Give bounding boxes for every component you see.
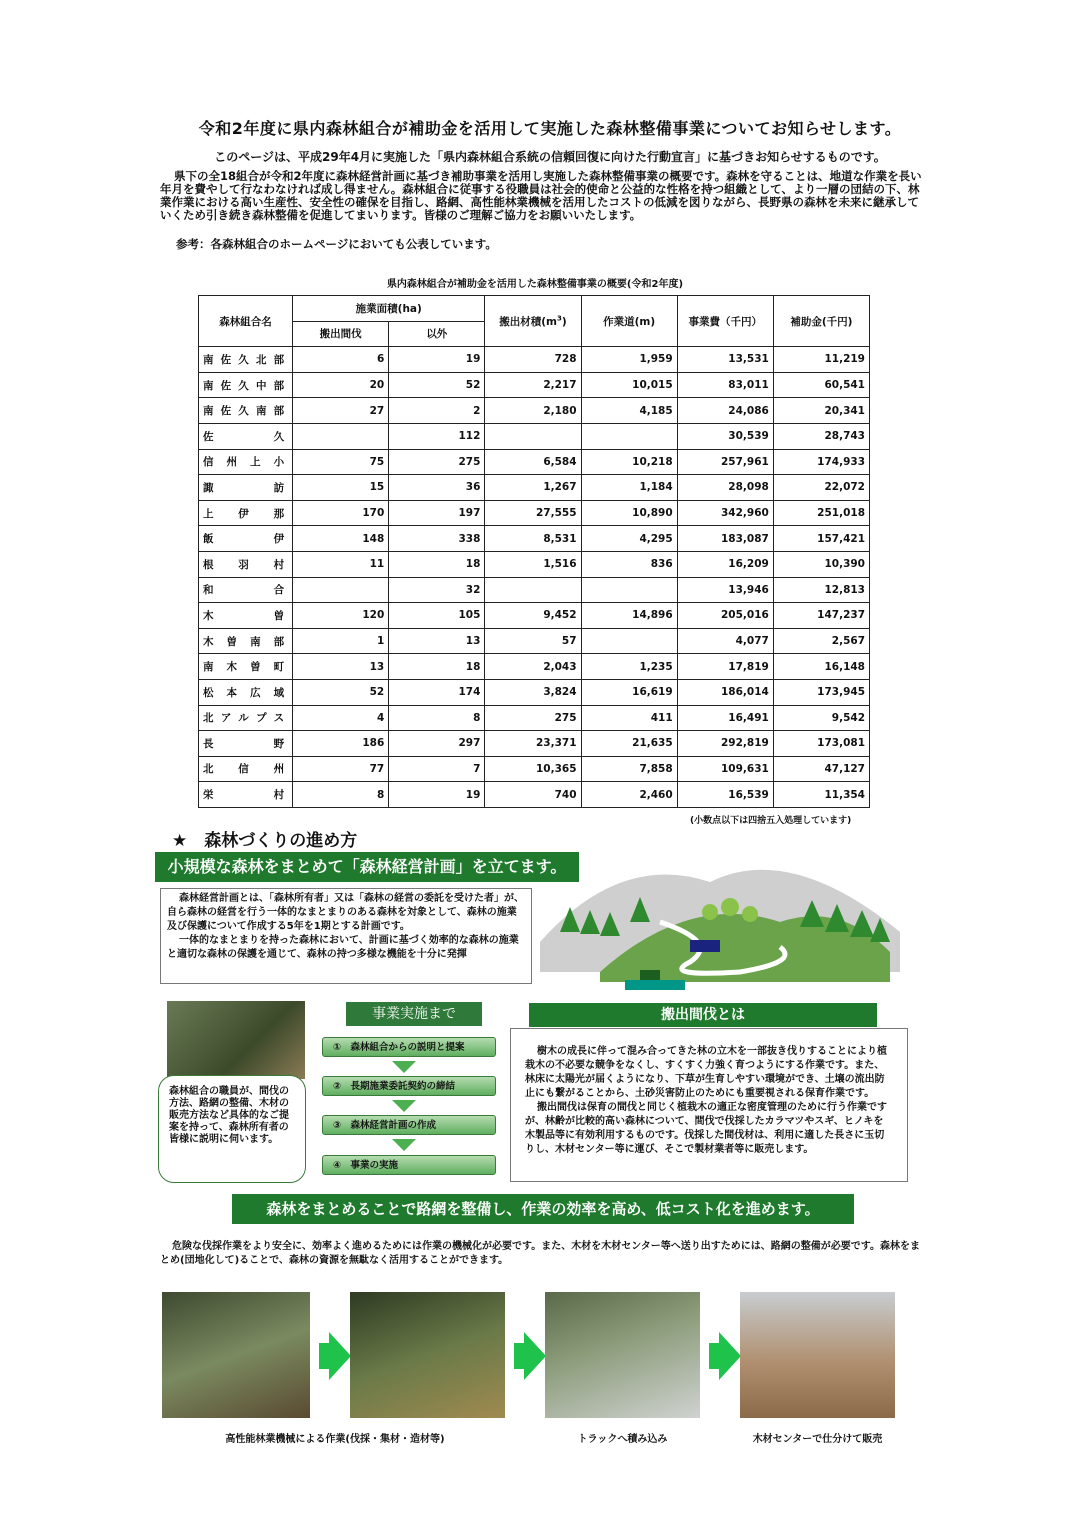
- plan-textbox: [160, 888, 532, 984]
- cell-other-area: 36: [389, 475, 485, 501]
- cell-road: [581, 423, 677, 449]
- cell-name: 南木曽町: [199, 654, 293, 680]
- cell-other-area: 18: [389, 551, 485, 577]
- caption-timber-center: 木材センターで仕分けて販売: [752, 1434, 883, 1445]
- cell-cost: 342,960: [677, 500, 773, 526]
- table-row: [199, 679, 870, 705]
- cell-subsidy: 12,813: [773, 577, 869, 603]
- cell-volume: 1,267: [485, 475, 581, 501]
- table-row: [199, 372, 870, 398]
- cell-other-area: 32: [389, 577, 485, 603]
- cell-road: 10,218: [581, 449, 677, 475]
- cell-subsidy: 11,354: [773, 782, 869, 808]
- step-1: ① 森林組合からの説明と提案: [322, 1037, 496, 1057]
- table-row: [199, 347, 870, 373]
- cell-subsidy: 251,018: [773, 500, 869, 526]
- cell-road: 7,858: [581, 756, 677, 782]
- cell-subsidy: 11,219: [773, 347, 869, 373]
- cell-volume: 23,371: [485, 731, 581, 757]
- intro-paragraph: 県下の全18組合が令和2年度に森林経営計画に基づき補助事業を活用し実施した森林整備事業の概要です。森林を守ることは、地道な作業を長い年月を費やして行なわなければ成し得ません。森林組合に従事する役職員は社会的使命と公益的な性格を持つ組織として、より一層の団結の下、林業作業における高い生産性、安全性の確保を目指し、路網、高性能林業機械を活用したコストの低減を図りながら、長野県の森林を未来に継承していくため引き続き森林整備を促進してまいります。皆様のご理解ご協力をお願いいたします。: [160, 169, 922, 222]
- plan-text-1: 森林経営計画とは、「森林所有者」又は「森林の経営の委託を受けた者」が、自ら森林の経営を行う一体的なまとまりのある森林を対象として、森林の施業及び保護について作成する5年を1期とする計画です。: [167, 893, 524, 932]
- cell-road: 411: [581, 705, 677, 731]
- cell-thinning-area: 15: [293, 475, 389, 501]
- plan-text-2: 一体的なまとまりを持った森林において、計画に基づく効率的な森林の施業と適切な森林の保護を通じて、森林の持つ多様な機能を十分に発揮: [167, 935, 519, 960]
- road-banner: 森林をまとめることで路網を整備し、作業の効率を高め、低コスト化を進めます。: [232, 1194, 854, 1224]
- cell-other-area: 13: [389, 628, 485, 654]
- cell-thinning-area: 186: [293, 731, 389, 757]
- cell-cost: 186,014: [677, 679, 773, 705]
- cell-other-area: 275: [389, 449, 485, 475]
- cell-cost: 16,491: [677, 705, 773, 731]
- cell-thinning-area: 6: [293, 347, 389, 373]
- cell-name: 南佐久北部: [199, 347, 293, 373]
- cell-volume: 6,584: [485, 449, 581, 475]
- cell-name: 南佐久南部: [199, 398, 293, 424]
- cell-road: 1,959: [581, 347, 677, 373]
- cell-volume: 275: [485, 705, 581, 731]
- caption-harvesting: 高性能林業機械による作業(伐採・集材・造材等): [225, 1434, 445, 1445]
- cell-name: 北アルプス: [199, 705, 293, 731]
- cell-volume: 9,452: [485, 603, 581, 629]
- cell-volume: 2,180: [485, 398, 581, 424]
- cell-thinning-area: 170: [293, 500, 389, 526]
- cell-thinning-area: 8: [293, 782, 389, 808]
- cell-other-area: 19: [389, 782, 485, 808]
- cell-road: [581, 577, 677, 603]
- process-arrow-1: [319, 1332, 351, 1380]
- cell-name: 上伊那: [199, 500, 293, 526]
- harvester-photo-1: [162, 1292, 310, 1418]
- harvester-photo-2: [350, 1292, 505, 1418]
- cell-thinning-area: 75: [293, 449, 389, 475]
- cell-volume: 3,824: [485, 679, 581, 705]
- cell-other-area: 338: [389, 526, 485, 552]
- cell-subsidy: 10,390: [773, 551, 869, 577]
- header-area-thinning: 搬出間伐: [293, 321, 389, 347]
- cell-cost: 292,819: [677, 731, 773, 757]
- steps-heading: 事業実施まで: [346, 1002, 482, 1026]
- step-3: ③ 森林経営計画の作成: [322, 1115, 496, 1135]
- cell-cost: 30,539: [677, 423, 773, 449]
- cell-other-area: 7: [389, 756, 485, 782]
- cell-name: 北信州: [199, 756, 293, 782]
- header-subsidy: 補助金(千円): [773, 296, 869, 347]
- cell-thinning-area: 4: [293, 705, 389, 731]
- cell-subsidy: 28,743: [773, 423, 869, 449]
- thinning-banner: 搬出間伐とは: [529, 1003, 877, 1027]
- cell-subsidy: 60,541: [773, 372, 869, 398]
- cell-name: 松本広域: [199, 679, 293, 705]
- cell-volume: 2,043: [485, 654, 581, 680]
- cell-thinning-area: 148: [293, 526, 389, 552]
- cell-other-area: 105: [389, 603, 485, 629]
- table-row: [199, 500, 870, 526]
- table-row: [199, 705, 870, 731]
- cell-name: 飯伊: [199, 526, 293, 552]
- cell-name: 木曽南部: [199, 628, 293, 654]
- thinning-textbox: [510, 1028, 908, 1182]
- cell-cost: 205,016: [677, 603, 773, 629]
- header-area: 施業面積(ha): [293, 296, 485, 322]
- table-row: [199, 398, 870, 424]
- cell-other-area: 112: [389, 423, 485, 449]
- table-row: [199, 526, 870, 552]
- cell-road: [581, 628, 677, 654]
- cell-road: 4,295: [581, 526, 677, 552]
- cell-name: 諏訪: [199, 475, 293, 501]
- cell-name: 佐久: [199, 423, 293, 449]
- rounding-note: (小数点以下は四捨五入処理しています): [690, 816, 852, 826]
- cell-subsidy: 22,072: [773, 475, 869, 501]
- cell-other-area: 52: [389, 372, 485, 398]
- step-arrow: [392, 1139, 416, 1151]
- table-row: [199, 603, 870, 629]
- cell-subsidy: 173,945: [773, 679, 869, 705]
- table-row: [199, 551, 870, 577]
- cell-road: 14,896: [581, 603, 677, 629]
- cell-subsidy: 20,341: [773, 398, 869, 424]
- cell-thinning-area: 13: [293, 654, 389, 680]
- cell-thinning-area: 52: [293, 679, 389, 705]
- cell-other-area: 2: [389, 398, 485, 424]
- cell-volume: 27,555: [485, 500, 581, 526]
- table-row: [199, 577, 870, 603]
- thinning-text-2: 搬出間伐は保育の間伐と同じく植栽木の適正な密度管理のために行う作業ですが、林齢が比較的高い森林について、間伐で伐採したカラマツやスギ、ヒノキを木製品等に有効利用するものです。伐採した間伐材は、利用に適した長さに玉切りし、木材センター等に運び、そこで製材業者等に販売します。: [525, 1102, 887, 1155]
- cell-road: 4,185: [581, 398, 677, 424]
- cell-cost: 4,077: [677, 628, 773, 654]
- cell-volume: 740: [485, 782, 581, 808]
- cell-thinning-area: 77: [293, 756, 389, 782]
- cell-road: 2,460: [581, 782, 677, 808]
- plan-banner: 小規模な森林をまとめて「森林経営計画」を立てます。: [155, 852, 579, 882]
- cell-cost: 16,539: [677, 782, 773, 808]
- cell-road: 10,890: [581, 500, 677, 526]
- cell-other-area: 197: [389, 500, 485, 526]
- cell-cost: 109,631: [677, 756, 773, 782]
- meeting-photo: [167, 1001, 305, 1079]
- cell-subsidy: 174,933: [773, 449, 869, 475]
- cell-thinning-area: 11: [293, 551, 389, 577]
- thinning-text-1: 樹木の成長に伴って混み合ってきた林の立木を一部抜き伐りすることにより植栽木の不必要な競争をなくし、すくすく力強く育つようにする作業です。また、林床に太陽光が届くようになり、下草が生育しやすい環境ができ、土壌の流出防止にも繋がることから、土砂災害防止のためにも重要視される保育作業です。: [525, 1046, 887, 1099]
- cell-volume: 57: [485, 628, 581, 654]
- table-row: [199, 782, 870, 808]
- process-arrow-2: [514, 1332, 546, 1380]
- section-heading: ★ 森林づくりの進め方: [172, 831, 358, 851]
- reference-note: 参考：各森林組合のホームページにおいても公表しています。: [176, 237, 497, 251]
- truck-photo: [545, 1292, 700, 1418]
- cell-cost: 17,819: [677, 654, 773, 680]
- cell-name: 和合: [199, 577, 293, 603]
- cell-cost: 83,011: [677, 372, 773, 398]
- cell-name: 木曽: [199, 603, 293, 629]
- header-name: 森林組合名: [199, 296, 293, 347]
- cell-subsidy: 157,421: [773, 526, 869, 552]
- header-volume: 搬出材積$(m^3)$: [485, 296, 581, 347]
- cell-cost: 16,209: [677, 551, 773, 577]
- cell-other-area: 18: [389, 654, 485, 680]
- step-4: ④ 事業の実施: [322, 1155, 496, 1175]
- cell-subsidy: 9,542: [773, 705, 869, 731]
- table-row: [199, 449, 870, 475]
- cell-volume: 728: [485, 347, 581, 373]
- cell-cost: 28,098: [677, 475, 773, 501]
- cell-volume: 1,516: [485, 551, 581, 577]
- cell-volume: [485, 577, 581, 603]
- header-road: 作業道(m): [581, 296, 677, 347]
- table-row: [199, 423, 870, 449]
- page-title: 令和2年度に県内森林組合が補助金を活用して実施した森林整備事業についてお知らせします。: [198, 119, 902, 138]
- step-arrow: [392, 1061, 416, 1073]
- cell-cost: 24,086: [677, 398, 773, 424]
- cell-thinning-area: 27: [293, 398, 389, 424]
- timber-yard-photo: [740, 1292, 895, 1418]
- cell-thinning-area: [293, 423, 389, 449]
- cell-volume: 10,365: [485, 756, 581, 782]
- cell-subsidy: 16,148: [773, 654, 869, 680]
- summary-table: [198, 295, 870, 808]
- cell-cost: 257,961: [677, 449, 773, 475]
- cell-road: 10,015: [581, 372, 677, 398]
- cell-thinning-area: 120: [293, 603, 389, 629]
- cell-name: 根羽村: [199, 551, 293, 577]
- cell-subsidy: 173,081: [773, 731, 869, 757]
- cell-road: 21,635: [581, 731, 677, 757]
- cell-name: 南佐久中部: [199, 372, 293, 398]
- cell-thinning-area: 20: [293, 372, 389, 398]
- table-row: [199, 731, 870, 757]
- cell-other-area: 297: [389, 731, 485, 757]
- page-subtitle: このページは、平成29年4月に実施した「県内森林組合系統の信頼回復に向けた行動宣言」に基づきお知らせするものです。: [214, 150, 886, 164]
- header-area-other: 以外: [389, 321, 485, 347]
- table-row: [199, 475, 870, 501]
- cell-cost: 13,946: [677, 577, 773, 603]
- cell-cost: 183,087: [677, 526, 773, 552]
- step-arrow: [392, 1100, 416, 1112]
- forest-illustration: [540, 852, 900, 1002]
- cell-other-area: 8: [389, 705, 485, 731]
- step-2: ② 長期施業委託契約の締結: [322, 1076, 496, 1096]
- cell-road: 1,235: [581, 654, 677, 680]
- staff-callout: 森林組合の職員が、間伐の方法、路網の整備、木材の販売方法など具体的なご提案を持って、森林所有者の皆様に説明に伺います。: [158, 1075, 306, 1183]
- cell-subsidy: 2,567: [773, 628, 869, 654]
- cell-other-area: 174: [389, 679, 485, 705]
- cell-volume: [485, 423, 581, 449]
- table-row: [199, 654, 870, 680]
- cell-subsidy: 47,127: [773, 756, 869, 782]
- table-row: [199, 628, 870, 654]
- cell-volume: 8,531: [485, 526, 581, 552]
- table-caption: 県内森林組合が補助金を活用した森林整備事業の概要(令和2年度): [386, 279, 684, 290]
- cell-cost: 13,531: [677, 347, 773, 373]
- cell-name: 長野: [199, 731, 293, 757]
- cell-road: 836: [581, 551, 677, 577]
- header-cost: 事業費（千円）: [677, 296, 773, 347]
- cell-thinning-area: [293, 577, 389, 603]
- cell-road: 16,619: [581, 679, 677, 705]
- cell-subsidy: 147,237: [773, 603, 869, 629]
- cell-other-area: 19: [389, 347, 485, 373]
- cell-name: 栄村: [199, 782, 293, 808]
- caption-truck: トラックへ積み込み: [577, 1434, 668, 1445]
- process-arrow-3: [709, 1332, 741, 1380]
- cell-name: 信州上小: [199, 449, 293, 475]
- cell-road: 1,184: [581, 475, 677, 501]
- cell-volume: 2,217: [485, 372, 581, 398]
- cell-thinning-area: 1: [293, 628, 389, 654]
- mechanization-paragraph: 危険な伐採作業をより安全に、効率よく進めるためには作業の機械化が必要です。また、木材を木材センター等へ送り出すためには、路網の整備が必要です。森林をまとめ(団地化して)ることで、森林の資源を無駄なく活用することができます。: [160, 1241, 920, 1266]
- table-row: [199, 756, 870, 782]
